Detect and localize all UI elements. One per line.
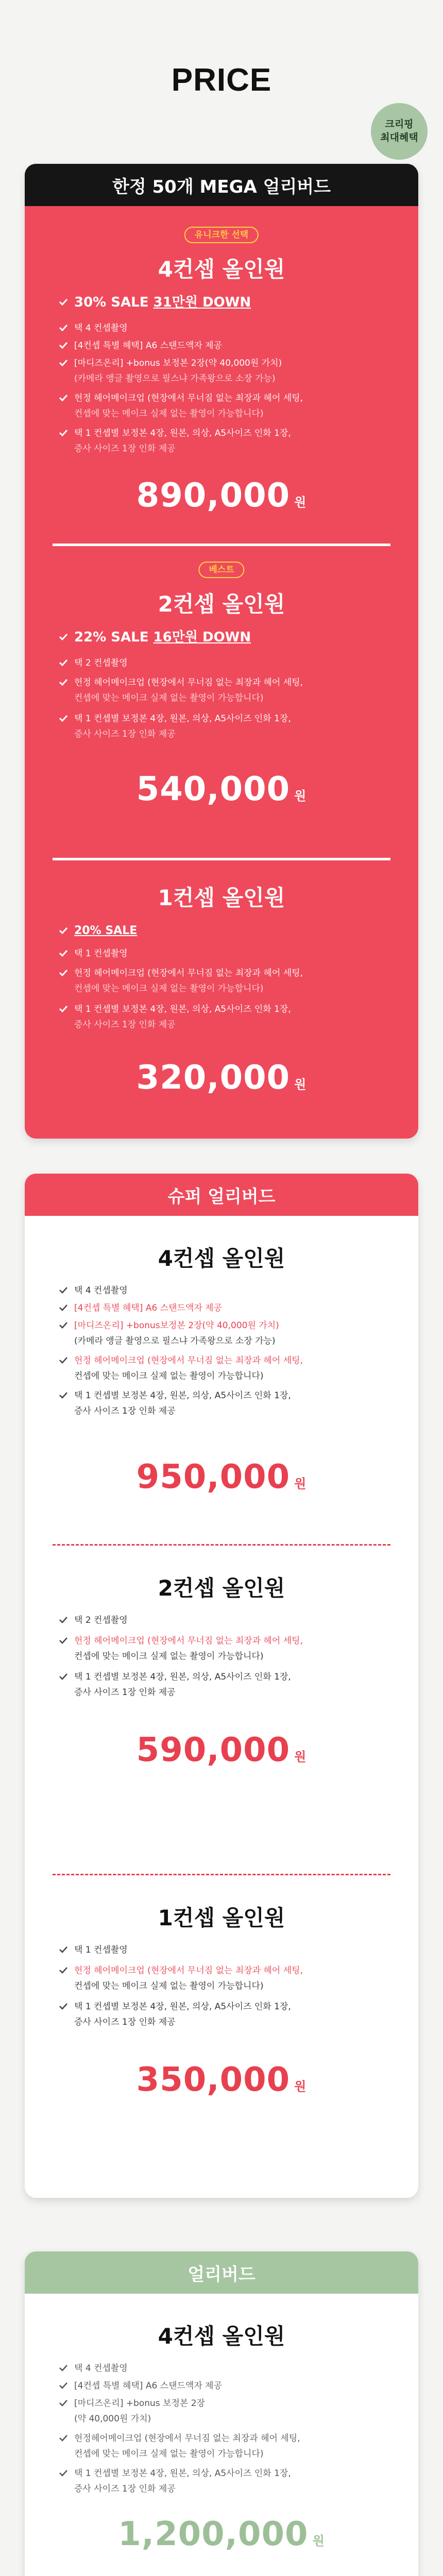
check-icon [58,357,69,368]
feature-item [74,675,390,690]
check-icon [58,340,69,351]
feature-item [74,655,390,671]
feature-item [74,946,390,961]
feature-item [74,1318,390,1333]
package-price [53,2515,390,2553]
sale-prefix: 20% SALE [74,924,138,937]
sale-prefix: 30% SALE [74,295,154,310]
feature-item [74,320,390,336]
check-icon [58,947,69,959]
feature-text: 택 2 컨셉촬영 [74,658,128,668]
sale-amount: 16만원 DOWN [153,630,251,645]
feature-note: 컨셉에 맞는 메이크 실제 없는 촬영이 가능합니다) [74,693,264,703]
feature-note: 컨셉에 맞는 메이크 실제 없는 촬영이 가능합니다) [74,409,264,419]
feature-text: [4컨셉 특별 혜택] A6 스탠드액자 제공 [74,341,223,351]
feature-item [74,1669,390,1685]
feature-text: [4컨셉 특별 혜택] A6 스탠드액자 제공 [74,2381,223,2391]
feature-text: [4컨셉 특별 혜택] A6 스탠드액자 제공 [74,1303,223,1313]
package-price [53,770,390,808]
feature-text: 헌정 헤어메이크업 (현장에서 무너짐 없는 최장과 헤어 세팅, [74,677,303,688]
feature-item [74,1283,390,1298]
feature-note: 컨셉에 맞는 메이크 실제 없는 촬영이 가능합니다) [74,984,264,994]
check-icon [58,1319,69,1331]
feature-text: 택 4 컨셉촬영 [74,323,128,333]
price-value: 1,200,000 [118,2515,309,2553]
check-icon [58,1003,69,1014]
check-icon [58,1389,69,1401]
price-value: 540,000 [136,770,291,808]
check-icon [58,713,69,724]
check-icon [58,2362,69,2374]
feature-text: [마디즈온리] +bonus 보정본 2장(약 40,000원 가치) [74,358,282,368]
price-value: 590,000 [136,1731,291,1769]
feature-text: 헌정 헤어메이크업 (현장에서 무너짐 없는 최장과 헤어 세팅, [74,393,303,403]
price-unit: 원 [294,1477,307,1491]
package-4-concept [53,2294,390,2576]
check-icon [58,296,69,308]
feature-note: 컨셉에 맞는 메이크 실제 없는 촬영이 가능합니다) [74,1981,264,1991]
check-icon [58,967,69,978]
badge-line-1: 크리핑 [385,118,414,130]
package-2-concept [53,562,390,860]
badge-line-2: 최대혜택 [380,132,418,143]
check-icon [58,2432,69,2444]
package-title: 4컨셉 올인원 [158,257,285,282]
page-title: PRICE [171,62,272,98]
feature-note: 증사 사이즈 1장 인화 제공 [74,1687,176,1698]
feature-text: [마디즈온리] +bonus보정본 2장(약 40,000원 가치) [74,1320,279,1331]
unique-choice-sticker: 유니크한 선택 [184,227,259,243]
package-2-concept [53,1546,390,1875]
check-icon [58,657,69,668]
price-value: 320,000 [136,1059,291,1097]
package-title: 1컨셉 올인원 [158,885,285,910]
sale-line [74,630,390,647]
feature-item [74,391,390,406]
feature-item [74,1353,390,1368]
package-price [53,477,390,515]
check-icon [58,2397,69,2409]
feature-text: 헌정 헤어메이크업 (현장에서 무너짐 없는 최장과 헤어 세팅, [74,968,303,978]
check-icon [58,1944,69,1955]
feature-item [74,338,390,353]
feature-text: 택 1 컨셉별 보정본 4장, 원본, 의상, A5사이즈 인화 1장, [74,1672,291,1682]
package-price [53,1059,390,1097]
package-price [53,2061,390,2099]
feature-item [74,1963,390,1978]
feature-text: 택 4 컨셉촬영 [74,2363,128,2374]
feature-item [74,1613,390,1628]
price-unit: 원 [294,495,307,510]
check-icon [58,1671,69,1682]
feature-item [74,2466,390,2481]
feature-note: 컨셉에 맞는 메이크 실제 없는 촬영이 가능합니다) [74,1651,264,1662]
feature-item [74,2361,390,2376]
feature-note: 증사 사이즈 1장 인화 제공 [74,2484,176,2494]
feature-text: 택 1 컨셉촬영 [74,948,128,959]
sale-prefix: 22% SALE [74,630,154,645]
price-unit: 원 [312,2534,325,2548]
feature-text: 택 1 컨셉별 보정본 4장, 원본, 의상, A5사이즈 인화 1장, [74,1391,291,1401]
feature-item [74,355,390,371]
feature-item [74,711,390,726]
check-icon [58,1354,69,1366]
feature-note: (약 40,000원 가치) [74,2414,151,2424]
package-title: 4컨셉 올인원 [158,1246,285,1271]
feature-note: (카메라 앵글 촬영으로 필스냐 가족왕으로 소장 가능) [74,1336,276,1346]
feature-item [74,1002,390,1017]
feature-text: 택 1 컨셉별 보정본 4장, 원본, 의상, A5사이즈 인화 1장, [74,2002,291,2012]
feature-text: 헌정 헤어메이크업 (현장에서 무너짐 없는 최장과 헤어 세팅, [74,1636,303,1646]
feature-item [74,1942,390,1958]
check-icon [58,322,69,333]
check-icon [58,392,69,403]
feature-note: 증사 사이즈 1장 인화 제공 [74,1406,176,1416]
card-header: 얼리버드 [25,2251,418,2294]
card-header: 슈퍼 얼리버드 [25,1174,418,1216]
feature-note: 컨셉에 맞는 메이크 실제 없는 촬영이 가능합니다) [74,2449,264,2459]
feature-text: 택 4 컨셉촬영 [74,1285,128,1296]
check-icon [58,1614,69,1625]
price-unit: 원 [294,1750,307,1764]
feature-note: (카메라 앵글 촬영으로 필스냐 가족왕으로 소장 가능) [74,374,276,384]
feature-item [74,965,390,981]
feature-text: 택 1 컨셉별 보정본 4장, 원본, 의상, A5사이즈 인화 1장, [74,428,291,438]
feature-text: 택 2 컨셉촬영 [74,1615,128,1625]
best-sticker: 베스트 [198,562,244,578]
check-icon [58,427,69,438]
check-icon [58,631,69,642]
sale-line [74,295,390,312]
feature-item [74,2431,390,2446]
feature-text: 헌정 헤어메이크업 (현장에서 무너짐 없는 최장과 헤어 세팅, [74,1965,303,1976]
package-price [53,1458,390,1496]
earlybird-card [25,2251,418,2576]
feature-note: 증사 사이즈 1장 인화 제공 [74,444,176,454]
package-price [53,1731,390,1769]
price-value: 890,000 [136,477,291,515]
check-icon [58,2001,69,2012]
package-4-concept [53,1216,390,1546]
sale-amount: 31만원 DOWN [153,295,251,310]
price-unit: 원 [294,789,307,803]
feature-item [74,1300,390,1316]
package-title: 4컨셉 올인원 [158,2324,285,2349]
price-unit: 원 [294,2079,307,2094]
feature-item [74,2378,390,2394]
feature-item [74,1388,390,1403]
sale-line [74,923,390,939]
package-1-concept [53,1875,390,2184]
package-title: 2컨셉 올인원 [158,1575,285,1601]
check-icon [58,1302,69,1313]
feature-note: 컨셉에 맞는 메이크 실제 없는 촬영이 가능합니다) [74,1371,264,1381]
feature-text: 택 1 컨셉촬영 [74,1945,128,1955]
check-icon [58,925,69,936]
price-value: 950,000 [136,1458,291,1496]
package-divider [53,544,390,546]
feature-item [74,2396,390,2411]
benefit-badge [371,103,428,160]
feature-item [74,426,390,441]
check-icon [58,1964,69,1976]
card-header: 한정 50개 MEGA 얼리버드 [25,164,418,206]
mega-earlybird-card [25,164,418,1139]
package-4-concept [53,227,390,546]
feature-note: 증사 사이즈 1장 인화 제공 [74,1020,176,1030]
check-icon [58,2380,69,2391]
feature-text: 헌정 헤어메이크업 (현장에서 무너짐 없는 최장과 헤어 세팅, [74,1355,303,1366]
feature-text: 헌정헤어메이크업 (현장에서 무너짐 없는 최장과 헤어 세팅, [74,2433,300,2444]
package-title: 2컨셉 올인원 [158,591,285,617]
check-icon [58,1284,69,1296]
feature-item [74,1633,390,1649]
feature-text: [마디즈온리] +bonus 보정본 2장 [74,2398,205,2409]
package-title: 1컨셉 올인원 [158,1905,285,1930]
feature-item [74,1999,390,2014]
check-icon [58,1635,69,1646]
package-1-concept [53,860,390,1128]
feature-note: 증사 사이즈 1장 인화 제공 [74,729,176,739]
check-icon [58,2467,69,2479]
super-earlybird-card [25,1174,418,2198]
check-icon [58,676,69,688]
feature-text: 택 1 컨셉별 보정본 4장, 원본, 의상, A5사이즈 인화 1장, [74,714,291,724]
price-value: 350,000 [136,2061,291,2099]
feature-text: 택 1 컨셉별 보정본 4장, 원본, 의상, A5사이즈 인화 1장, [74,1004,291,1014]
feature-text: 택 1 컨셉별 보정본 4장, 원본, 의상, A5사이즈 인화 1장, [74,2468,291,2479]
feature-note: 증사 사이즈 1장 인화 제공 [74,2017,176,2027]
price-unit: 원 [294,1077,307,1092]
